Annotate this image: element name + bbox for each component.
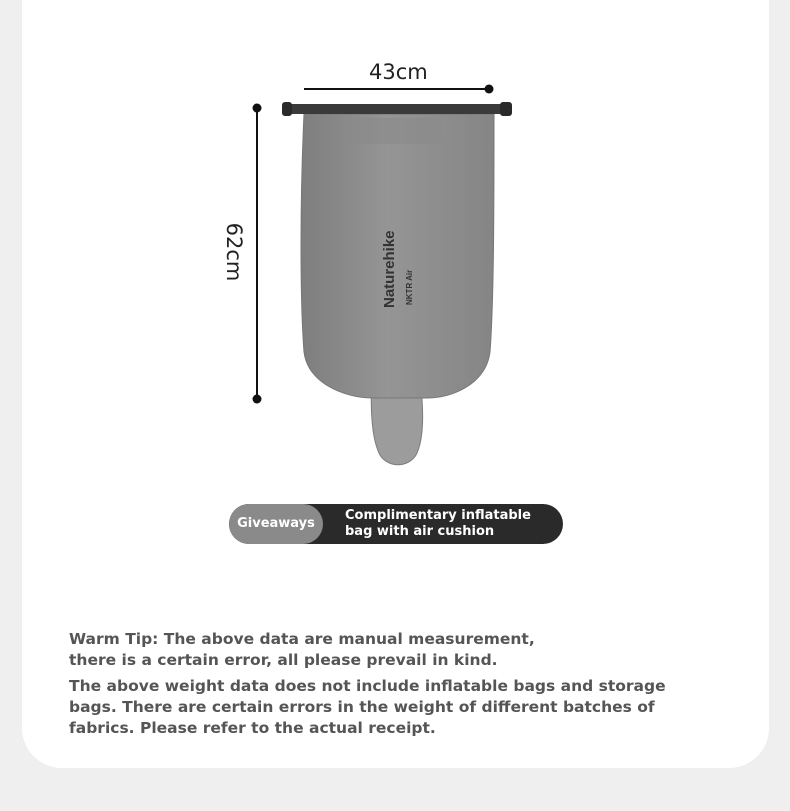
sub-brand-logo-text: NKTR Air xyxy=(405,269,414,305)
warm-tip-line1: Warm Tip: The above data are manual measurement, xyxy=(69,630,535,648)
warm-tip-line2: there is a certain error, all please prevail in kind. xyxy=(69,651,498,669)
dry-bag-image xyxy=(282,102,512,465)
height-dimension-label: 62cm xyxy=(222,222,246,282)
height-measure-line xyxy=(253,104,262,404)
giveaway-description-line1: Complimentary inflatable xyxy=(345,508,531,523)
giveaway-label: Giveaways xyxy=(229,504,323,544)
brand-logo-text: Naturehike xyxy=(381,230,398,308)
width-measure-line xyxy=(304,85,494,94)
giveaway-badge xyxy=(229,504,563,544)
warm-tip xyxy=(69,629,709,671)
giveaway-description-line2: bag with air cushion xyxy=(345,524,495,539)
weight-note: The above weight data does not include inflatable bags and storage bags. There are certain errors in the weight of different batches of fabrics. Please refer to the actual receipt. xyxy=(69,677,666,737)
width-dimension-label: 43cm xyxy=(369,60,428,84)
giveaway-description xyxy=(345,508,555,540)
